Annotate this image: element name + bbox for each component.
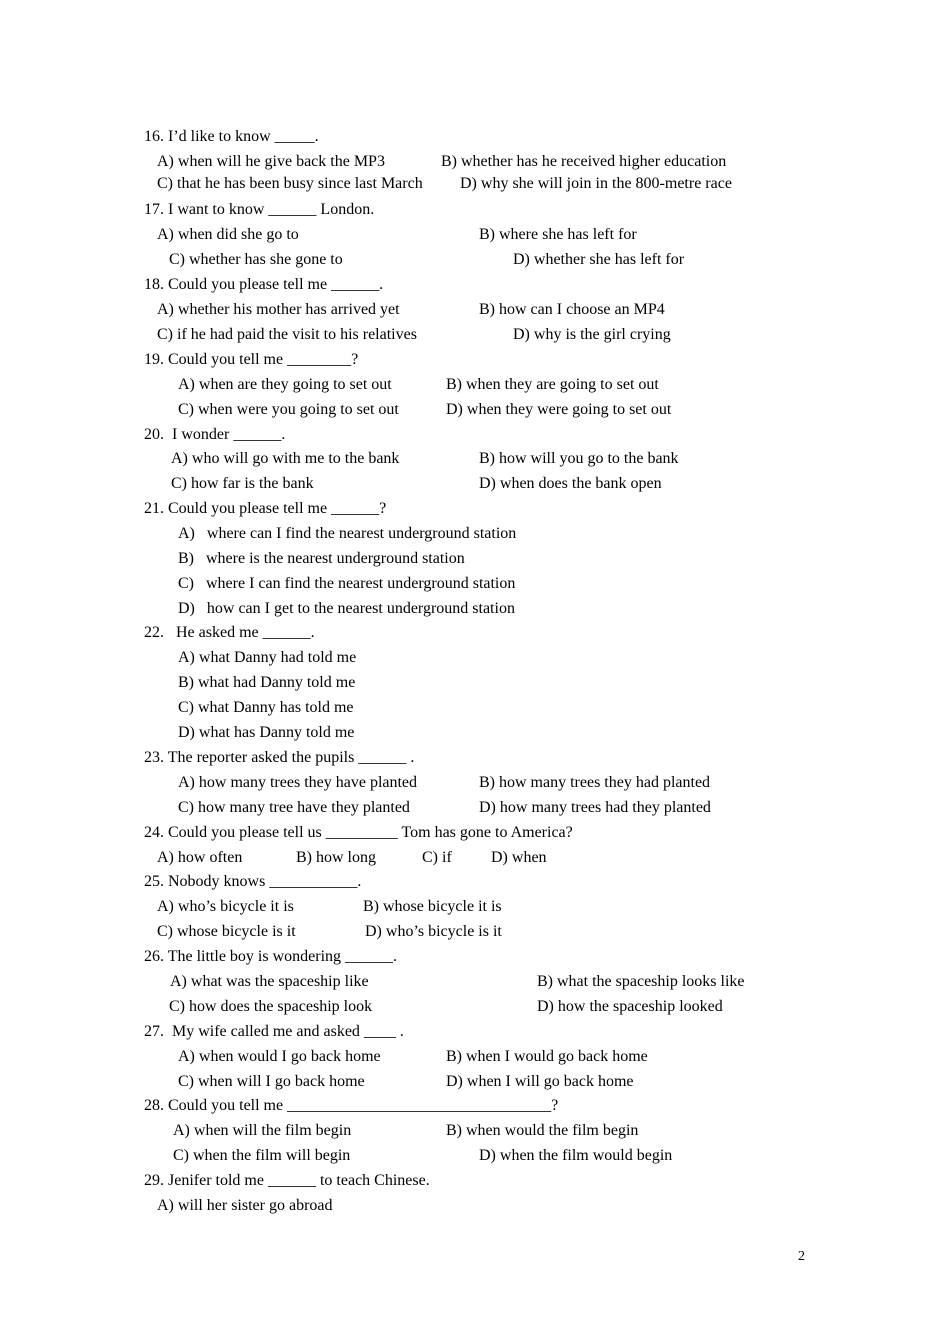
question-22-option-a: A) what Danny had told me <box>178 649 357 666</box>
question-29-option-a: A) will her sister go abroad <box>157 1197 333 1214</box>
question-27-option-c: C) when will I go back home <box>178 1073 365 1090</box>
question-18-option-b: B) how can I choose an MP4 <box>479 301 665 318</box>
question-24-option-a: A) how often <box>157 849 243 866</box>
question-21-option-a: A) where can I find the nearest underground station <box>178 525 517 542</box>
question-17-option-a: A) when did she go to <box>157 226 299 243</box>
question-19-option-b: B) when they are going to set out <box>446 376 659 393</box>
question-23-option-c: C) how many tree have they planted <box>178 799 410 816</box>
question-23-option-b: B) how many trees they had planted <box>479 774 711 791</box>
question-20-option-b: B) how will you go to the bank <box>479 450 679 467</box>
question-17-option-c: C) whether has she gone to <box>169 251 343 268</box>
question-16-option-b: B) whether has he received higher education <box>441 153 727 170</box>
question-27-option-d: D) when I will go back home <box>446 1073 634 1090</box>
question-18-option-a: A) whether his mother has arrived yet <box>157 301 400 318</box>
question-26-option-a: A) what was the spaceship like <box>170 973 369 990</box>
question-25-stem: 25. Nobody knows ___________. <box>144 873 362 890</box>
question-29-stem: 29. Jenifer told me ______ to teach Chinese. <box>144 1172 430 1189</box>
question-20-option-c: C) how far is the bank <box>171 475 314 492</box>
question-26-option-d: D) how the spaceship looked <box>537 998 723 1015</box>
question-24-option-d: D) when <box>491 849 547 866</box>
question-28-option-b: B) when would the film begin <box>446 1122 639 1139</box>
question-24-stem: 24. Could you please tell us _________ Tom has gone to America? <box>144 824 573 841</box>
question-26-option-c: C) how does the spaceship look <box>169 998 373 1015</box>
question-20-option-d: D) when does the bank open <box>479 475 662 492</box>
question-21-option-d: D) how can I get to the nearest underground station <box>178 600 515 617</box>
question-21-option-b: B) where is the nearest underground station <box>178 550 465 567</box>
question-16-option-a: A) when will he give back the MP3 <box>157 153 385 170</box>
question-20-stem: 20. I wonder ______. <box>144 426 286 443</box>
page-number: 2 <box>798 1249 805 1264</box>
question-19-option-c: C) when were you going to set out <box>178 401 399 418</box>
question-18-option-d: D) why is the girl crying <box>513 326 671 343</box>
question-19-option-a: A) when are they going to set out <box>178 376 392 393</box>
question-20-option-a: A) who will go with me to the bank <box>171 450 400 467</box>
question-19-option-d: D) when they were going to set out <box>446 401 672 418</box>
question-27-option-b: B) when I would go back home <box>446 1048 648 1065</box>
question-16-stem: 16. I’d like to know _____. <box>144 128 319 145</box>
question-18-stem: 18. Could you please tell me ______. <box>144 276 384 293</box>
question-25-option-d: D) who’s bicycle is it <box>365 923 502 940</box>
question-26-option-b: B) what the spaceship looks like <box>537 973 745 990</box>
question-21-option-c: C) where I can find the nearest underground station <box>178 575 516 592</box>
question-28-option-d: D) when the film would begin <box>479 1147 673 1164</box>
question-23-stem: 23. The reporter asked the pupils ______ . <box>144 749 415 766</box>
question-25-option-c: C) whose bicycle is it <box>157 923 296 940</box>
question-17-option-b: B) where she has left for <box>479 226 637 243</box>
question-28-option-a: A) when will the film begin <box>173 1122 352 1139</box>
question-19-stem: 19. Could you tell me ________? <box>144 351 359 368</box>
question-27-option-a: A) when would I go back home <box>178 1048 381 1065</box>
question-27-stem: 27. My wife called me and asked ____ . <box>144 1023 404 1040</box>
question-25-option-a: A) who’s bicycle it is <box>157 898 294 915</box>
question-28-option-c: C) when the film will begin <box>173 1147 351 1164</box>
question-23-option-d: D) how many trees had they planted <box>479 799 711 816</box>
question-16-option-d: D) why she will join in the 800-metre race <box>460 175 732 192</box>
question-16-option-c: C) that he has been busy since last March <box>157 175 423 192</box>
question-18-option-c: C) if he had paid the visit to his relatives <box>157 326 417 343</box>
question-22-stem: 22. He asked me ______. <box>144 624 315 641</box>
question-17-option-d: D) whether she has left for <box>513 251 685 268</box>
question-22-option-c: C) what Danny has told me <box>178 699 354 716</box>
question-28-stem: 28. Could you tell me _________________________________? <box>144 1097 559 1114</box>
question-23-option-a: A) how many trees they have planted <box>178 774 418 791</box>
question-24-option-b: B) how long <box>296 849 376 866</box>
question-22-option-b: B) what had Danny told me <box>178 674 356 691</box>
question-25-option-b: B) whose bicycle it is <box>363 898 502 915</box>
question-17-stem: 17. I want to know ______ London. <box>144 201 375 218</box>
question-26-stem: 26. The little boy is wondering ______. <box>144 948 398 965</box>
question-21-stem: 21. Could you please tell me ______? <box>144 500 387 517</box>
question-24-option-c: C) if <box>422 849 452 866</box>
question-22-option-d: D) what has Danny told me <box>178 724 355 741</box>
